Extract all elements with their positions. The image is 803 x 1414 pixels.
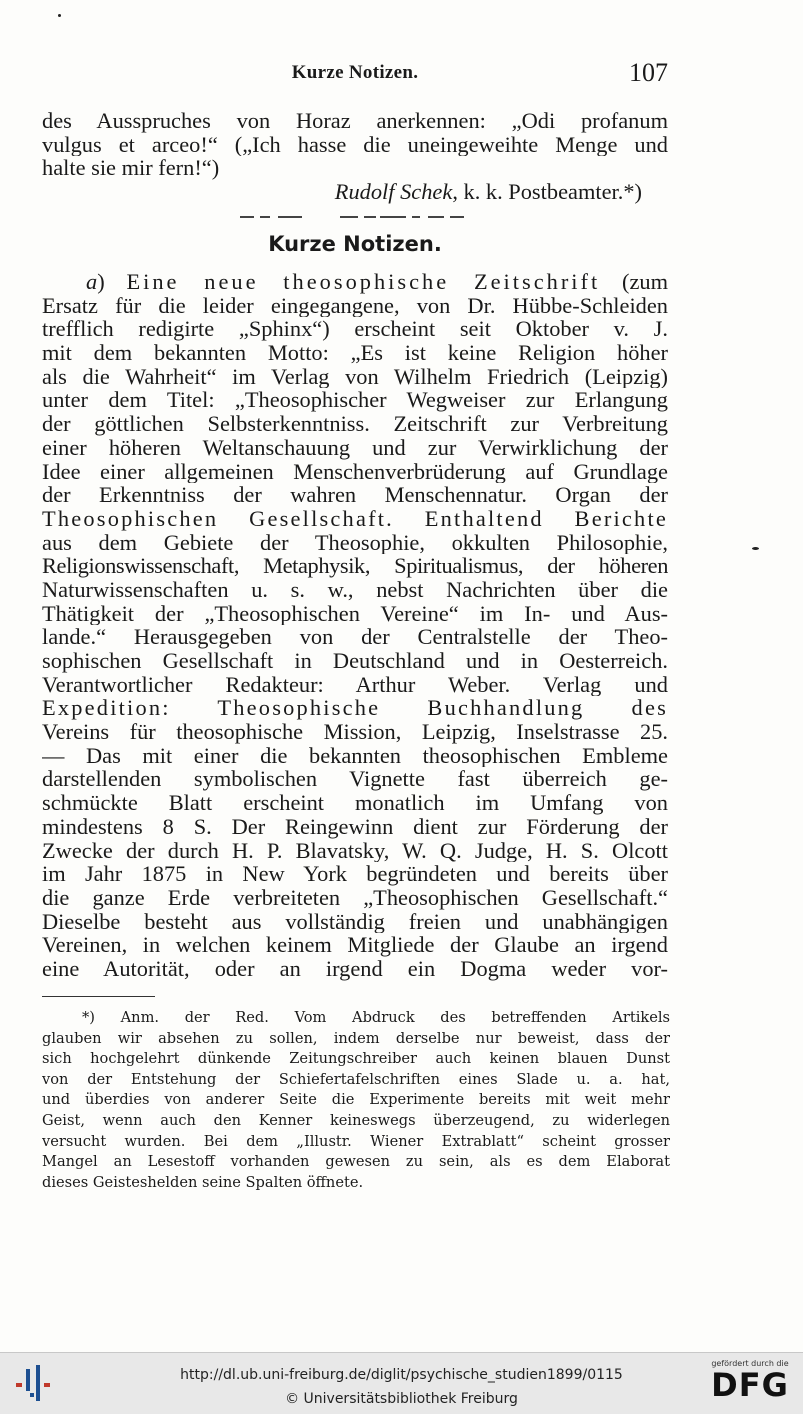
text-line: eine Autorität, oder an irgend ein Dogma weder vor- — [42, 956, 668, 981]
copyright-notice: © Universitätsbibliothek Freiburg — [285, 1391, 518, 1407]
text-line: — Das mit einer die bekannten theosophischen Embleme — [42, 743, 668, 768]
text-line: darstellenden symbolischen Vignette fast überreich ge- — [42, 767, 668, 792]
section-title: Kurze Notizen. — [268, 232, 442, 256]
text-line: des Ausspruches von Horaz anerkennen: „Odi profanum — [42, 109, 668, 133]
text-line: Theosophischen Gesellschaft. Enthaltend Berichte — [42, 506, 668, 531]
text-line: Dieselbe besteht aus vollständig freien und unabhängigen — [42, 909, 668, 934]
viewer-footer-bar — [0, 1352, 803, 1414]
text-line: lande.“ Herausgegeben von der Centralstelle der Theo- — [42, 625, 668, 649]
text-line: die ganze Erde verbreiteten „Theosophischen Gesellschaft.“ — [42, 885, 668, 910]
text-line: der göttlichen Selbsterkenntniss. Zeitschrift zur Verbreitung — [42, 412, 668, 436]
text-line: schmückte Blatt erscheint monatlich im Umfang von — [42, 791, 668, 815]
text-line: mit dem bekannten Motto: „Es ist keine Religion höher — [42, 341, 668, 365]
funder-note: gefördert durch die — [711, 1359, 789, 1368]
footnote-line: Mangel an Lesestoff vorhanden gewesen zu sein, als es dem Elaborat — [42, 1153, 670, 1171]
text-line: Verantwortlicher Redakteur: Arthur Weber. Verlag und — [42, 672, 668, 697]
footnote-line: dieses Geisteshelden seine Spalten öffnete. — [42, 1173, 364, 1191]
document-url-link[interactable]: http://dl.ub.uni-freiburg.de/diglit/psychische_studien1899/0115 — [180, 1367, 623, 1383]
footnote-line: versucht wurden. Bei dem „Illustr. Wiener Extrablatt“ scheint grosser — [42, 1132, 670, 1150]
text-line: Thätigkeit der „Theosophischen Vereine“ im In- und Aus- — [42, 601, 668, 626]
footnote-rule — [42, 996, 155, 997]
text-line: Vereins für theosophische Mission, Leipzig, Inselstrasse 25. — [42, 720, 668, 744]
footnote-line: von der Entstehung der Schiefertafelschriften eines Slade u. a. hat, — [42, 1070, 670, 1088]
text-line: Vereinen, in welchen keinem Mitgliede der Glaube an irgend — [42, 933, 668, 957]
text-line: sophischen Gesellschaft in Deutschland und in Oesterreich. — [42, 649, 668, 673]
continued-text — [42, 109, 668, 204]
text-line: der Erkenntniss der wahren Menschennatur. Organ der — [42, 483, 668, 507]
text-line: halte sie mir fern!“) — [42, 156, 220, 181]
footnote-line: Geist, wenn auch den Kenner keineswegs überzeugend, zu widerlegen — [42, 1111, 670, 1129]
running-title: Kurze Notizen. — [291, 62, 419, 83]
text-line: einer höheren Weltanschauung und zur Verwirklichung der — [42, 435, 668, 460]
page-header — [42, 58, 668, 88]
text-line: aus dem Gebiete der Theosophie, okkulten Philosophie, — [42, 530, 668, 555]
text-line: mindestens 8 S. Der Reingewinn dient zur Förderung der — [42, 814, 668, 839]
text-line: als die Wahrheit“ im Verlag von Wilhelm Friedrich (Leipzig) — [42, 364, 668, 389]
footnote-line: sich hochgelehrt dünkende Zeitungschreiber auch keinen blauen Dunst — [42, 1050, 670, 1068]
page-number: 107 — [629, 58, 668, 87]
text-line: a) Eine neue theosophische Zeitschrift (zum — [86, 270, 668, 294]
footnote-line: *) Anm. der Red. Vom Abdruck des betreffenden Artikels — [82, 1009, 670, 1026]
dfg-logo — [707, 1359, 793, 1409]
text-line: Naturwissenschaften u. s. w., nebst Nachrichten über die — [42, 577, 668, 602]
article-body — [42, 270, 668, 981]
footnote — [42, 1008, 670, 1193]
author-name: Rudolf Schek — [334, 180, 453, 204]
scan-speck — [58, 14, 61, 17]
footnote-line: glauben wir absehen zu sollen, indem derselbe nur beweist, dass der — [42, 1029, 670, 1047]
dfg-wordmark: DFG — [711, 1366, 789, 1404]
text-line: Ersatz für die leider eingegangene, von Dr. Hübbe-Schleiden — [42, 293, 668, 318]
text-line: Zwecke der durch H. P. Blavatsky, W. Q. Judge, H. S. Olcott — [42, 838, 668, 863]
text-line: Religionswissenschaft, Metaphysik, Spiritualismus, der höheren — [42, 554, 668, 578]
text-line: vulgus et arceo!“ („Ich hasse die uneingeweihte Menge und — [42, 132, 668, 157]
text-line: trefflich redigirte „Sphinx“) erscheint seit Oktober v. J. — [42, 317, 668, 342]
text-line: Expedition: Theosophische Buchhandlung des — [42, 696, 668, 721]
scan-speck — [752, 547, 759, 550]
text-line: unter dem Titel: „Theosophischer Wegweiser zur Erlangung — [42, 388, 668, 413]
signature-line — [42, 180, 668, 204]
text-line: Idee einer allgemeinen Menschenverbrüderung auf Grundlage — [42, 459, 668, 484]
section-divider — [240, 216, 466, 219]
text-line: im Jahr 1875 in New York begründeten und bereits über — [42, 862, 668, 886]
author-title: , k. k. Postbeamter.*) — [452, 180, 642, 204]
footnote-line: und überdies von anderer Seite die Experimente bereits mit weit mehr — [42, 1091, 670, 1109]
